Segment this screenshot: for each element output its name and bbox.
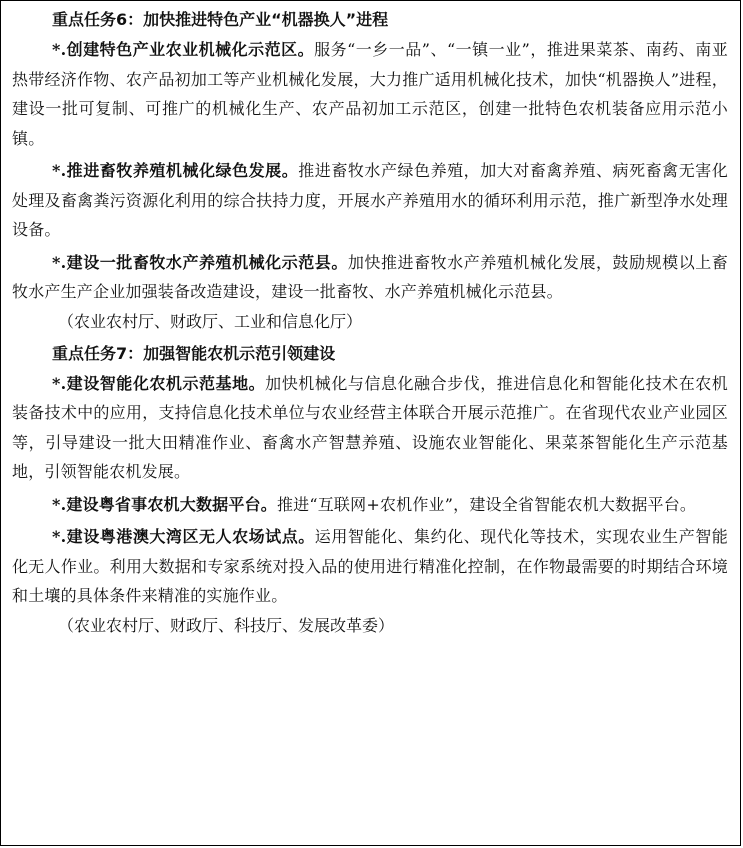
item-lead: *.建设一批畜牧水产养殖机械化示范县。 (52, 252, 348, 272)
item-body: 推进“互联网+农机作业”，建设全省智能农机大数据平台。 (276, 494, 697, 514)
task-6-item-3 (12, 248, 728, 307)
item-body: 运用智能化、集约化、现代化等技术，实现农业生产智能化无人作业。利用大数据和专家系统对投入品的使用进行精准化控制，在作物最需要的时期结合环境和土壤的具体条件来精准的实施作业。 (12, 527, 728, 605)
task-7-item-1 (12, 369, 728, 487)
task-7-heading: 重点任务7：加强智能农机示范引领建设 (52, 343, 336, 363)
item-body: 推进畜牧水产绿色养殖，加大对畜禽养殖、病死畜禽无害化处理及畜禽粪污资源化利用的综合扶持力度，开展水产养殖用水的循环利用示范，推广新型净水处理设备。 (12, 161, 729, 239)
task-6-section (12, 5, 728, 337)
task-7-item-2 (12, 490, 728, 520)
item-lead: *.创建特色产业农业机械化示范区。 (52, 40, 315, 59)
item-lead: *.建设粤省事农机大数据平台。 (52, 494, 277, 514)
item-lead: *.建设粤港澳大湾区无人农场试点。 (52, 527, 315, 546)
task-7-section (12, 339, 728, 641)
task-6-departments: （农业农村厅、财政厅、工业和信息化厅） (58, 311, 363, 331)
item-body: 服务“一乡一品”、“一镇一业”，推进果菜茶、南药、南亚热带经济作物、农产品初加工等产业机械化发展，大力推广适用机械化技术，加快“机器换人”进程，建设一批可复制、可推广的机械化生产、农产品初加工示范区，创建一批特色农机装备应用示范小镇。 (12, 40, 729, 148)
task-7-item-3 (12, 522, 728, 611)
item-lead: *.推进畜牧养殖机械化绿色发展。 (52, 161, 299, 180)
task-7-departments: （农业农村厅、财政厅、科技厅、发展改革委） (58, 615, 395, 635)
task-6-item-2 (12, 156, 728, 245)
task-6-heading: 重点任务6：加快推进特色产业“机器换人”进程 (52, 10, 389, 29)
item-lead: *.建设智能化农机示范基地。 (52, 373, 266, 393)
item-body: 加快机械化与信息化融合步伐，推进信息化和智能化技术在农机装备技术中的应用，支持信息化技术单位与农业经营主体联合开展示范推广。在省现代农业产业园区等，引导建设一批大田精准作业、畜禽水产智慧养殖、设施农业智能化、果菜茶智能化生产示范基地，引领智能农机发展。 (12, 373, 728, 481)
task-6-item-1 (12, 35, 728, 153)
item-body: 加快推进畜牧水产养殖机械化发展，鼓励规模以上畜牧水产生产企业加强装备改造建设，建设一批畜牧、水产养殖机械化示范县。 (12, 252, 728, 301)
